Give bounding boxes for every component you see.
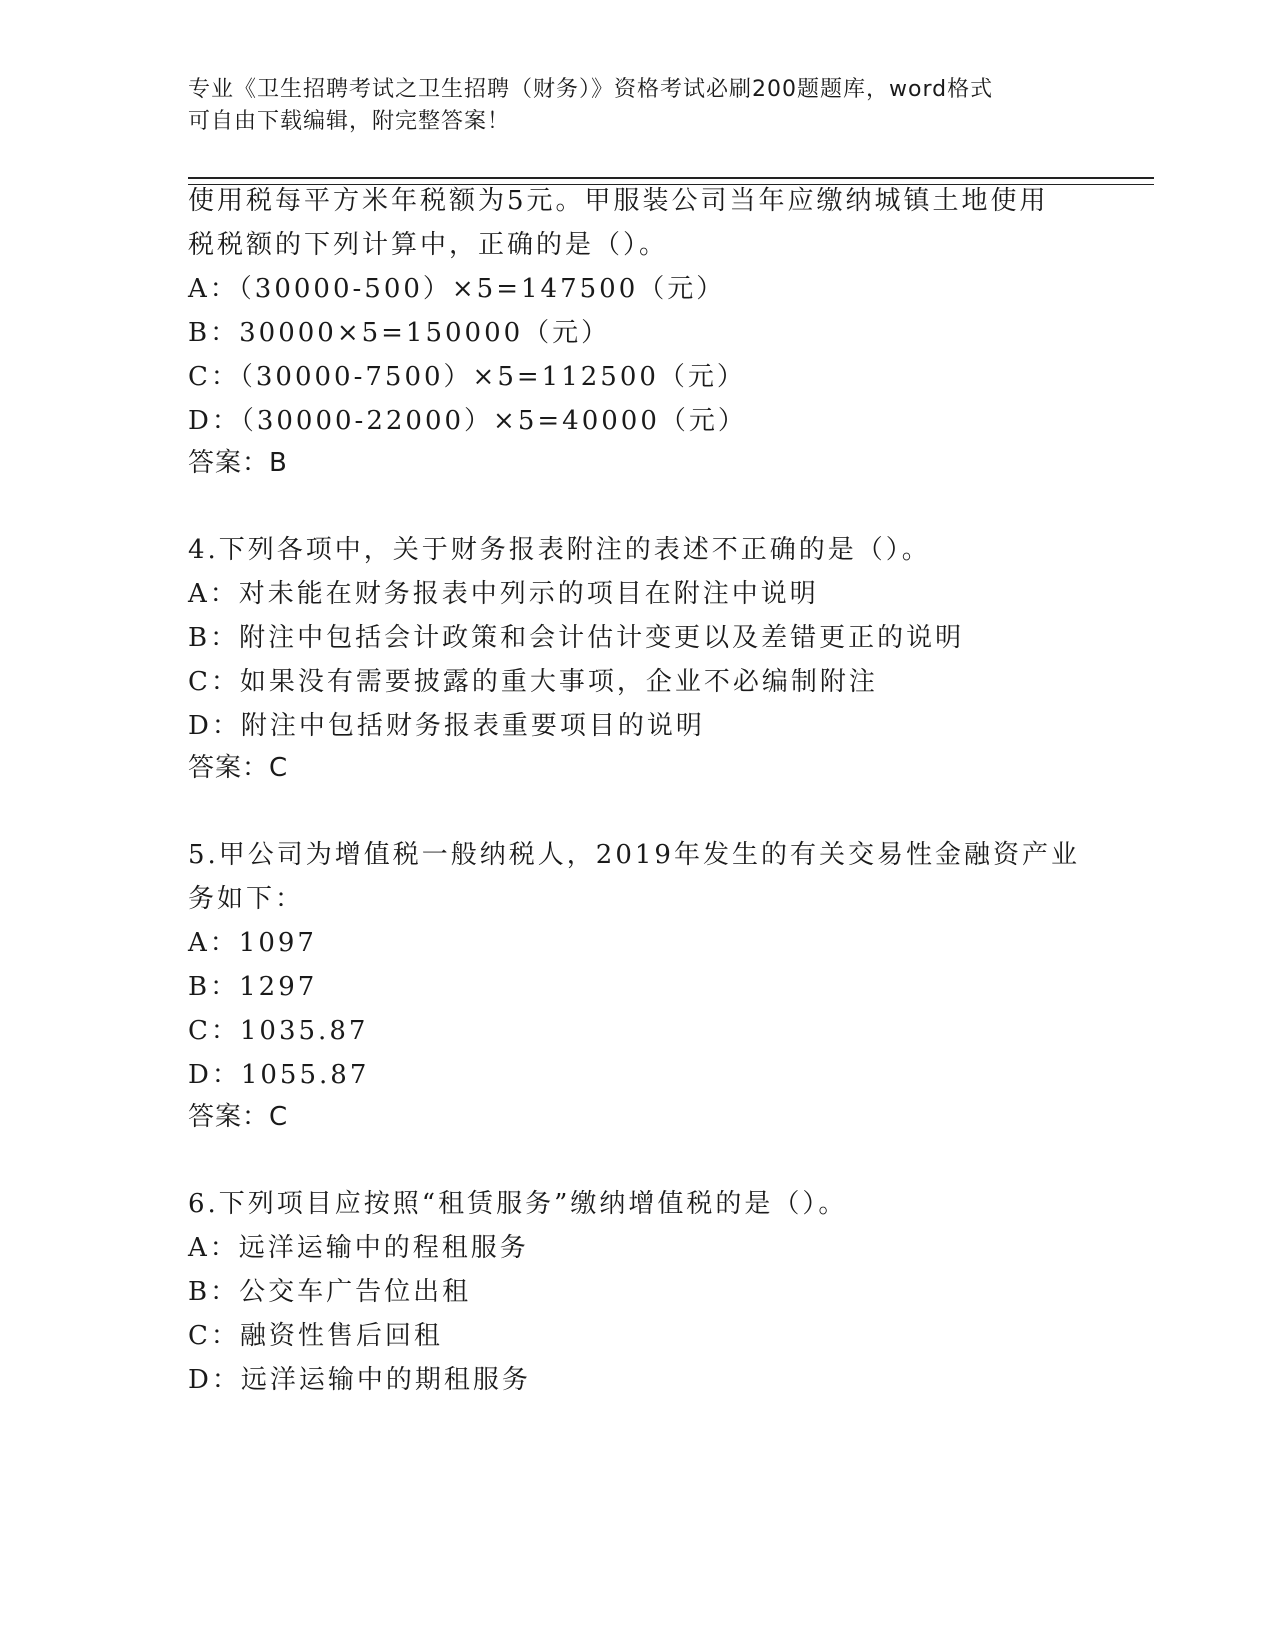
q6-option-d: D：远洋运输中的期租服务 xyxy=(188,1365,531,1395)
q3-option-c: C：（30000-7500）×5=112500（元） xyxy=(188,362,746,392)
q5-stem-line-1: 5.甲公司为增值税一般纳税人，2019年发生的有关交易性金融资产业 xyxy=(188,840,1080,870)
q4-option-d: D：附注中包括财务报表重要项目的说明 xyxy=(188,711,705,741)
q3-option-a: A：（30000-500）×5=147500（元） xyxy=(188,274,726,304)
q6-option-b: B：公交车广告位出租 xyxy=(188,1277,472,1307)
q6-option-a: A：远洋运输中的程租服务 xyxy=(188,1233,529,1263)
q4-option-b: B：附注中包括会计政策和会计估计变更以及差错更正的说明 xyxy=(188,623,965,653)
q5-answer: 答案：C xyxy=(188,1102,289,1132)
q3-option-b: B：30000×5=150000（元） xyxy=(188,318,611,348)
q5-option-d: D：1055.87 xyxy=(188,1060,370,1090)
q3-option-d: D：（30000-22000）×5=40000（元） xyxy=(188,406,747,436)
q5-option-c: C：1035.87 xyxy=(188,1016,369,1046)
header-line-2: 可自由下载编辑，附完整答案！ xyxy=(188,109,511,134)
q3-stem-line-2: 税税额的下列计算中，正确的是（）。 xyxy=(188,230,669,260)
q5-option-b: B：1297 xyxy=(188,972,318,1002)
q4-option-c: C：如果没有需要披露的重大事项，企业不必编制附注 xyxy=(188,667,878,697)
q3-answer: 答案：B xyxy=(188,448,288,478)
q6-stem-line-1: 6.下列项目应按照“租赁服务”缴纳增值税的是（）。 xyxy=(188,1189,848,1219)
q5-stem-line-2: 务如下： xyxy=(188,884,305,914)
q4-stem-line-1: 4.下列各项中，关于财务报表附注的表述不正确的是（）。 xyxy=(188,535,931,565)
document-header xyxy=(188,74,1068,138)
q5-option-a: A：1097 xyxy=(188,928,317,958)
q3-stem-line-1: 使用税每平方米年税额为5元。甲服装公司当年应缴纳城镇土地使用 xyxy=(188,186,1049,216)
q4-answer: 答案：C xyxy=(188,753,289,783)
q6-option-c: C：融资性售后回租 xyxy=(188,1321,443,1351)
header-line-1: 专业《卫生招聘考试之卫生招聘（财务）》资格考试必刷200题题库，word格式 xyxy=(188,77,994,102)
q4-option-a: A：对未能在财务报表中列示的项目在附注中说明 xyxy=(188,579,819,609)
